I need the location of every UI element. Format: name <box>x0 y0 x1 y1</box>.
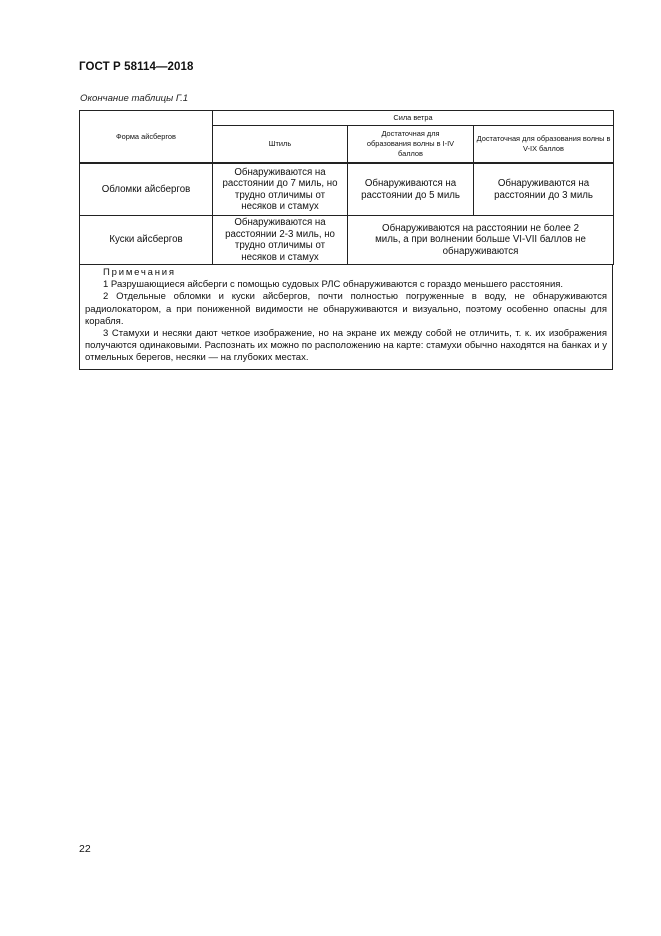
header-calm: Штиль <box>213 126 348 164</box>
header-iceberg-form: Форма айсбергов <box>80 111 213 164</box>
cell-wave-5-9: Обнаруживаются на расстоянии до 3 миль <box>474 163 614 216</box>
cell-wave-1-4: Обнаруживаются на расстоянии до 5 миль <box>348 163 474 216</box>
table-container <box>79 110 613 370</box>
note-item: 1 Разрушающиеся айсберги с помощью судовых РЛС обнаруживаются с гораздо меньшего расстояния. <box>103 279 564 291</box>
iceberg-detection-table <box>79 110 614 265</box>
note-item: 3 Стамухи и несяки дают четкое изображение, но на экране их между собой не отличить, т. к. их изображения получаются одинаковыми. Распознать их можно по расположению на карте: стамухи обычно находятся на банках и у отмельных берегов, несяки — на глубоких местах. <box>85 328 607 364</box>
table-caption: Окончание таблицы Г.1 <box>80 93 189 104</box>
cell-calm: Обнаруживаются на расстоянии до 7 миль, но трудно отличимы от несяков и стамух <box>213 163 348 216</box>
cell-form: Куски айсбергов <box>80 216 213 265</box>
table-row <box>80 163 614 216</box>
notes-heading: Примечания <box>103 267 176 278</box>
table-notes <box>79 265 613 370</box>
cell-calm: Обнаруживаются на расстоянии 2-3 миль, но трудно отличимы от несяков и стамух <box>213 216 348 265</box>
note-item: 2 Отдельные обломки и куски айсбергов, почти полностью погруженные в воду, не обнаруживаются радиолокатором, а при пониженной видимости не обнаруживаются и визуально, поэтому особенно опасны для корабля. <box>85 291 607 327</box>
page-number: 22 <box>79 843 91 855</box>
cell-wave-merged: Обнаруживаются на расстоянии не более 2 миль, а при волнении больше VI-VII баллов не обнаруживаются <box>348 216 614 265</box>
header-wave-1-4: Достаточная для образования волны в I-IV баллов <box>348 126 474 164</box>
header-wind-strength: Сила ветра <box>213 111 614 126</box>
cell-form: Обломки айсбергов <box>80 163 213 216</box>
document-title: ГОСТ Р 58114—2018 <box>79 61 194 73</box>
table-row <box>80 216 614 265</box>
header-wave-5-9: Достаточная для образования волны в V-IX баллов <box>474 126 614 164</box>
table-header-row <box>80 111 614 126</box>
